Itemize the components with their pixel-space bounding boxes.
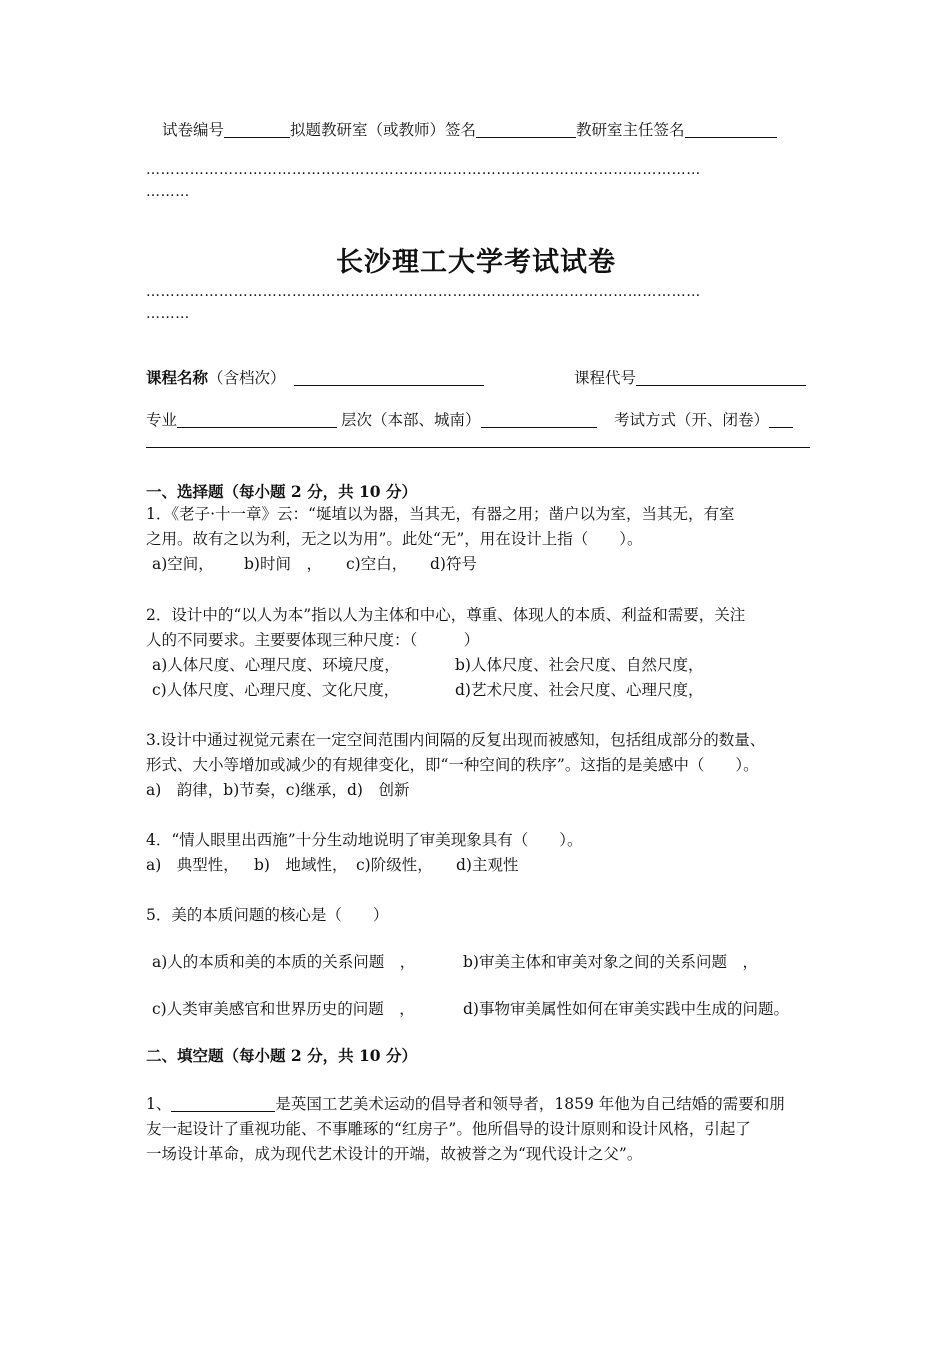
exam-mode-label: 考试方式（开、闭卷） (614, 411, 770, 429)
fill-q1-line1 (146, 1092, 810, 1117)
q2-option-d: d)艺术尺度、社会尺度、心理尺度， (455, 681, 704, 699)
director-label: 教研室主任签名 (576, 121, 685, 139)
exam-mode-row (614, 408, 793, 430)
q3-line3: a) 韵律，b)节奏，c)继承，d) 创新 (146, 781, 410, 799)
fill-q1-line3: 一场设计革命，成为现代艺术设计的开端，故被誉之为“现代设计之父”。 (146, 1145, 643, 1163)
q4-option-a: a) 典型性， (146, 856, 239, 874)
major-label: 专业 (146, 411, 178, 429)
q3-line2: 形式、大小等增加或减少的有规律变化，即“一种空间的秩序”。这指的是美感中（ ）。 (146, 756, 759, 774)
fill-q1-line1-rest: 是英国工艺美术运动的倡导者和领导者，1859 年他为自己结婚的需要和朋 (275, 1095, 785, 1113)
section2-heading: 二、填空题（每小题 2 分，共 10 分） (146, 1046, 417, 1065)
q3-line1: 3.设计中通过视觉元素在一定空间范围内间隔的反复出现而被感知，包括组成部分的数量、 (146, 731, 766, 749)
q5-option-c: c)人类审美感官和世界历史的问题 ， (152, 1000, 415, 1018)
course-code-label: 课程代号 (574, 369, 637, 387)
level-blank[interactable] (481, 411, 597, 428)
info-divider (146, 447, 810, 448)
q1-option-a: a)空间， (152, 555, 214, 573)
q1-line1: 1．《老子·十一章》云：“埏埴以为器，当其无，有器之用；凿户以为室，当其无，有室 (146, 505, 735, 523)
dotted-separator-bottom: …………………………………………………………………………………………………… (146, 284, 701, 300)
director-signature-blank[interactable] (685, 121, 777, 138)
course-code-row (574, 366, 806, 388)
q4-option-b: b) 地域性， (254, 856, 348, 874)
course-name-blank[interactable] (294, 369, 484, 386)
q5-line1: 5．美的本质问题的核心是（ ） (146, 906, 389, 924)
paper-no-label: 试卷编号 (162, 121, 225, 139)
q2-line2: 人的不同要求。主要要体现三种尺度：（ ） (146, 631, 480, 649)
level-label: 层次（本部、城南） (341, 411, 481, 429)
setter-signature-blank[interactable] (476, 121, 576, 138)
q5-option-b: b)审美主体和审美对象之间的关系问题 ， (463, 953, 758, 971)
q1-option-c: c)空白， (346, 555, 408, 573)
course-code-blank[interactable] (636, 369, 806, 386)
fill-q1-line2: 友一起设计了重视功能、不事雕琢的“红房子”。他所倡导的设计原则和设计风格，引起了 (146, 1120, 751, 1138)
course-name-label: 课程名称 (146, 368, 209, 387)
q4-line1: 4．“情人眼里出西施”十分生动地说明了审美现象具有（ ）。 (146, 831, 583, 849)
paper-no-blank[interactable] (224, 121, 290, 138)
fill-q1-blank[interactable] (171, 1095, 275, 1112)
course-name-row (146, 366, 484, 388)
major-row (146, 408, 597, 430)
q1-option-b: b)时间 ， (244, 555, 322, 573)
q1-line2: 之用。故有之以为利，无之以为用”。此处“无”，用在设计上指（ ）。 (146, 530, 643, 548)
q4-option-c: c)阶级性， (356, 856, 433, 874)
q4-option-d: d)主观性 (456, 856, 519, 874)
page-title: 长沙理工大学考试试卷 (336, 247, 616, 278)
q1-option-d: d)符号 (430, 555, 477, 573)
section1-heading: 一、选择题（每小题 2 分，共 10 分） (146, 482, 417, 501)
q5-option-d: d)事物审美属性如何在审美实践中生成的问题。 (463, 1000, 789, 1018)
q2-option-a: a)人体尺度、心理尺度、环境尺度， (152, 656, 400, 674)
q2-option-c: c)人体尺度、心理尺度、文化尺度， (152, 681, 400, 699)
setter-label: 拟题教研室（或教师）签名 (290, 121, 477, 139)
major-blank[interactable] (177, 411, 337, 428)
q5-option-a: a)人的本质和美的本质的关系问题 ， (152, 953, 416, 971)
q2-option-b: b)人体尺度、社会尺度、自然尺度， (455, 656, 704, 674)
q2-line1: 2．设计中的“以人为本”指以人为主体和中心，尊重、体现人的本质、利益和需要，关注 (146, 606, 746, 624)
dotted-separator-bottom-tail: ……… (146, 306, 190, 322)
fill-q1-prefix: 1、 (146, 1095, 172, 1113)
signature-row (162, 118, 777, 140)
dotted-separator-top-tail: ……… (146, 184, 190, 200)
dotted-separator-top: …………………………………………………………………………………………………… (146, 162, 701, 178)
exam-mode-blank[interactable] (769, 411, 793, 428)
course-name-note: （含档次） (208, 369, 286, 387)
